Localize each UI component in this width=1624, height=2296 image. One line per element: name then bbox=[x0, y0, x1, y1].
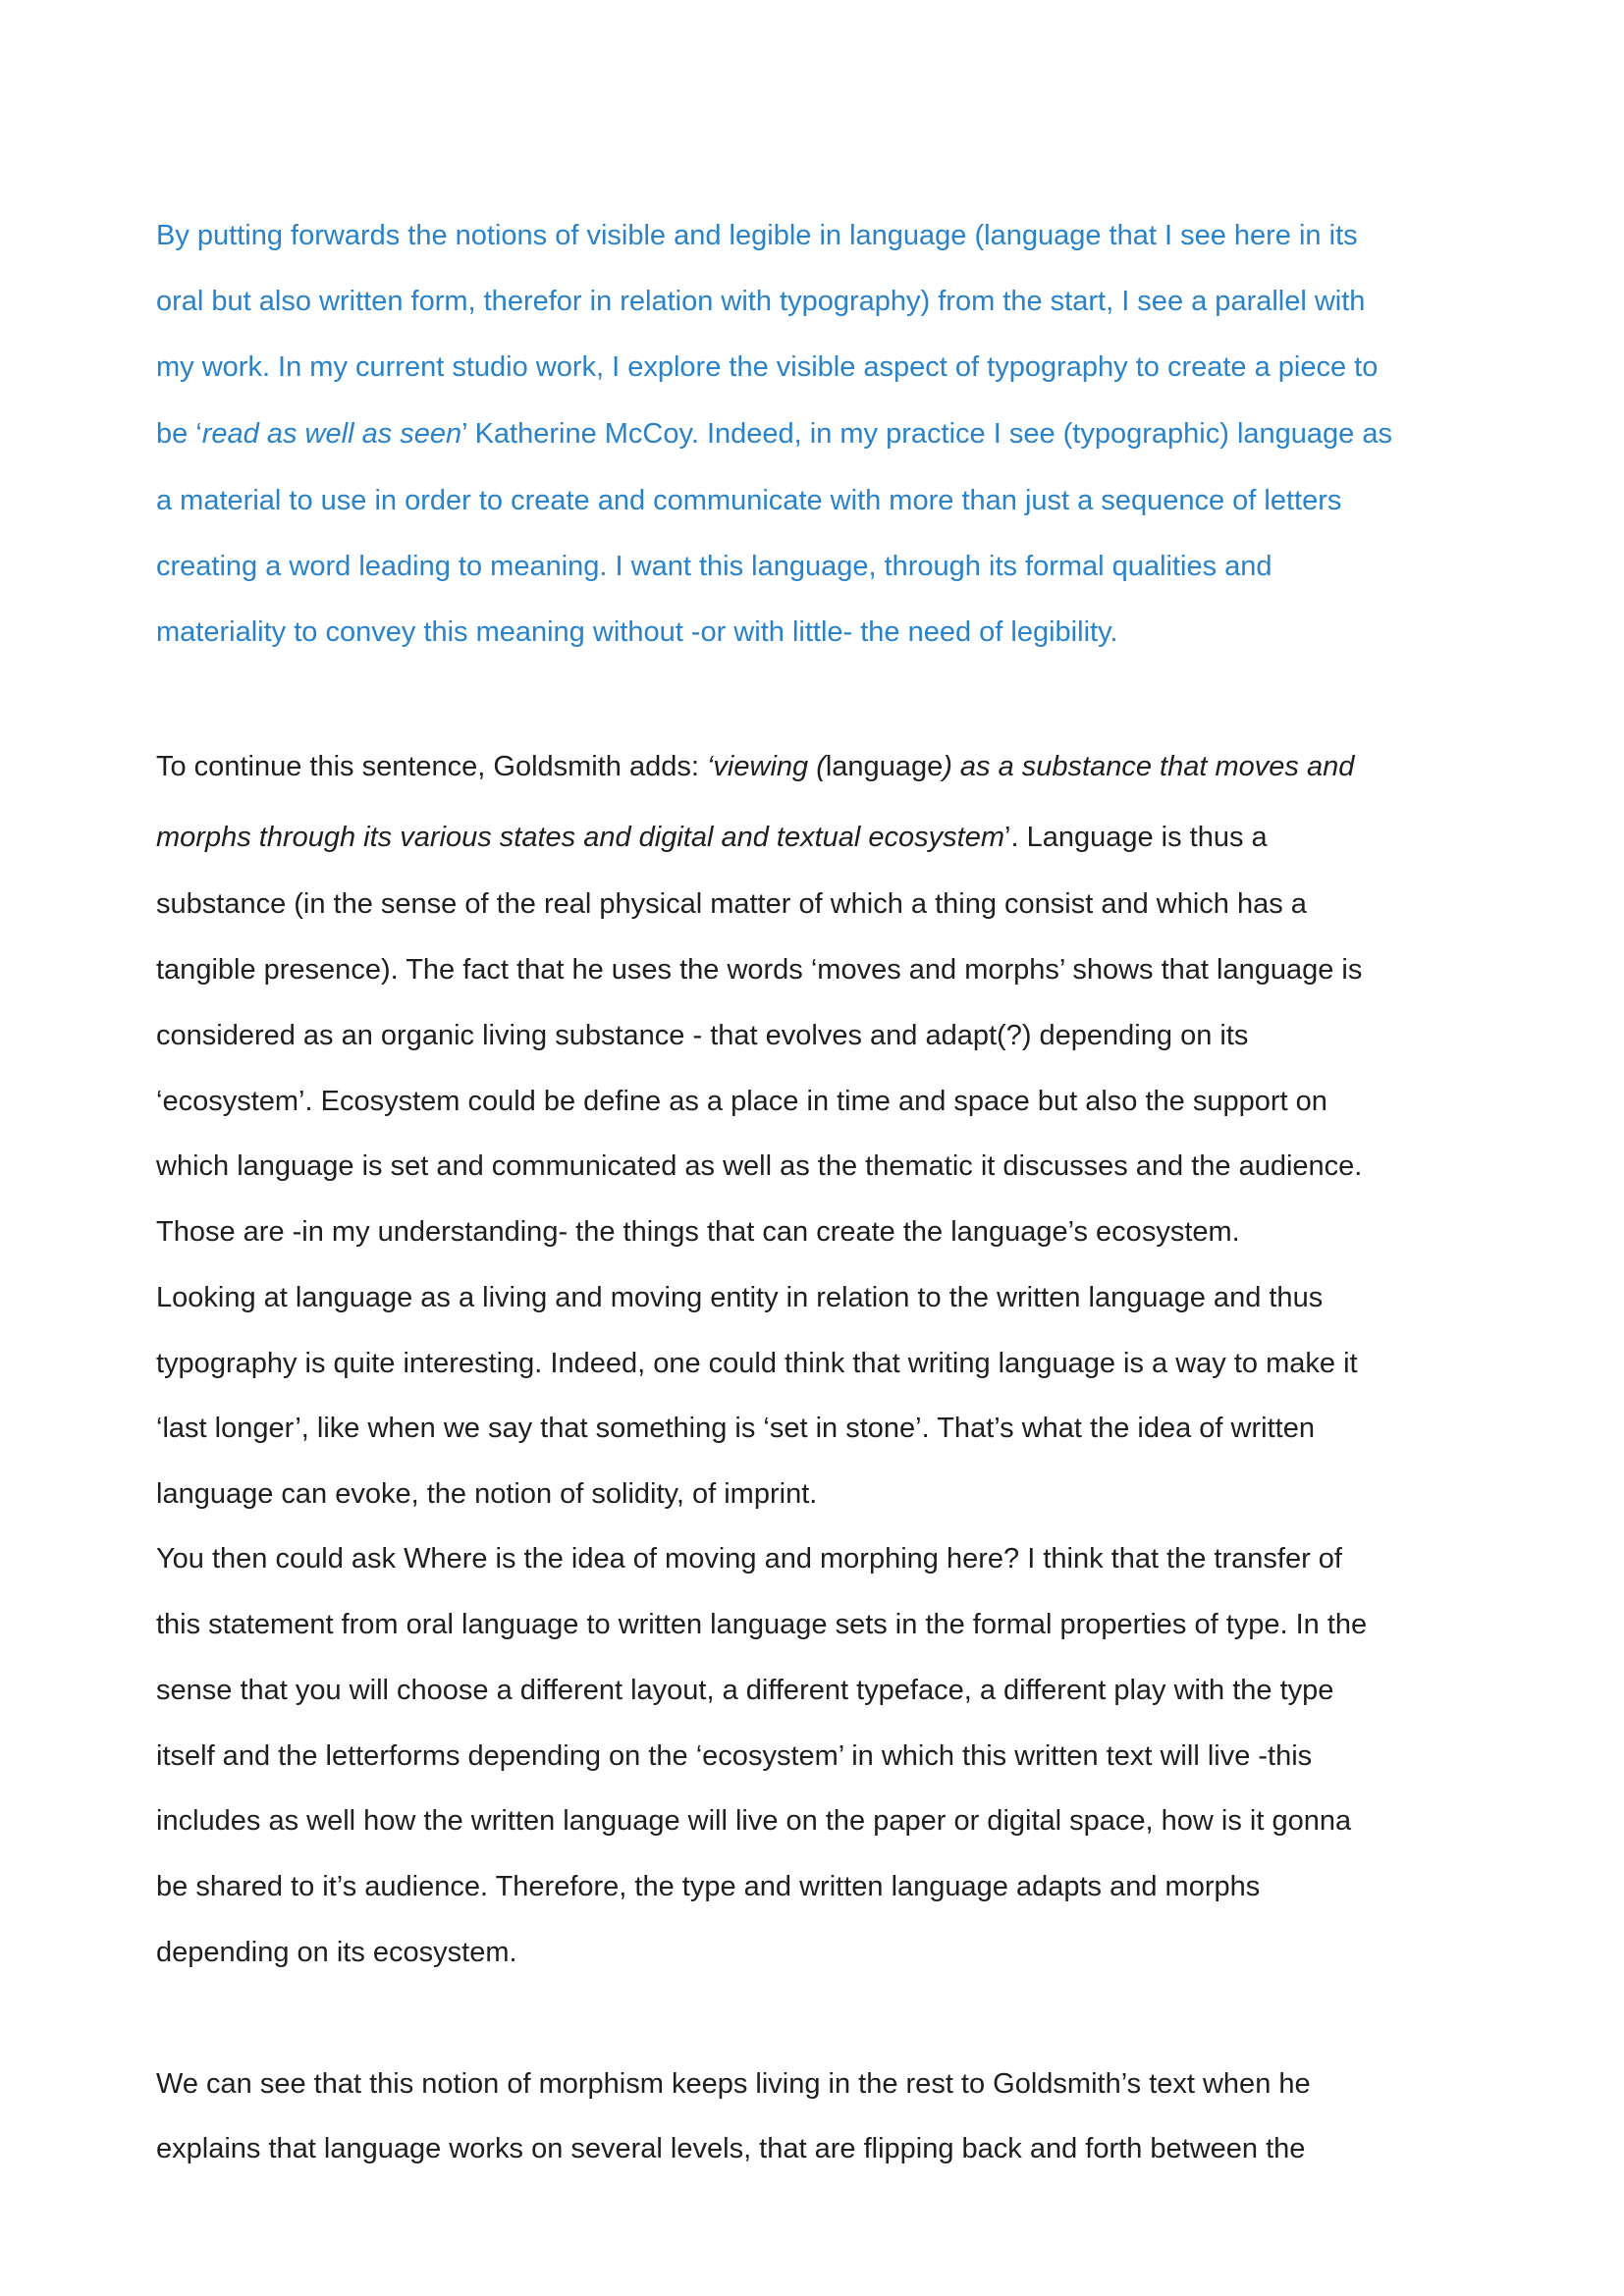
paragraph-2-line: itself and the letterforms depending on the ‘ecosystem’ in which this written text will live -this bbox=[156, 1740, 1313, 1772]
paragraph-2-line bbox=[156, 749, 1354, 784]
quote-text: ) as a substance that moves and bbox=[943, 751, 1355, 782]
paragraph-2-line: ‘ecosystem’. Ecosystem could be define as a place in time and space but also the support on bbox=[156, 1086, 1327, 1117]
paragraph-1-line bbox=[156, 416, 1392, 452]
paragraph-2-line: substance (in the sense of the real physical matter of which a thing consist and which has a bbox=[156, 888, 1307, 920]
paragraph-2-line: includes as well how the written language will live on the paper or digital space, how is it gonna bbox=[156, 1805, 1352, 1837]
paragraph-1-line: By putting forwards the notions of visible and legible in language (language that I see here in its bbox=[156, 220, 1358, 251]
paragraph-2-line: Those are -in my understanding- the things that can create the language’s ecosystem. bbox=[156, 1216, 1240, 1248]
paragraph-2-line: language can evoke, the notion of solidity, of imprint. bbox=[156, 1478, 818, 1510]
quote-text: morphs through its various states and digital and textual ecosystem bbox=[156, 822, 1005, 853]
paragraph-3-line: We can see that this notion of morphism keeps living in the rest to Goldsmith’s text when he bbox=[156, 2068, 1311, 2100]
paragraph-2-line: be shared to it’s audience. Therefore, the type and written language adapts and morphs bbox=[156, 1871, 1261, 1902]
paragraph-2-line: which language is set and communicated as well as the thematic it discusses and the audience. bbox=[156, 1150, 1363, 1182]
text-run: ’. Language is thus a bbox=[1004, 822, 1268, 853]
paragraph-2-line: tangible presence). The fact that he uses the words ‘moves and morphs’ shows that language is bbox=[156, 954, 1363, 986]
paragraph-3-line: explains that language works on several levels, that are flipping back and forth between the bbox=[156, 2133, 1306, 2164]
quote-text: ‘viewing ( bbox=[706, 751, 826, 782]
text-run: language bbox=[825, 751, 944, 782]
paragraph-1-line: my work. In my current studio work, I explore the visible aspect of typography to create a piece to bbox=[156, 351, 1379, 383]
quote-text: read as well as seen bbox=[201, 418, 462, 450]
paragraph-2-line: You then could ask Where is the idea of moving and morphing here? I think that the transfer of bbox=[156, 1543, 1342, 1575]
paragraph-2-line bbox=[156, 820, 1268, 855]
text-run: be ‘ bbox=[156, 418, 202, 450]
text-run: ’ Katherine McCoy. Indeed, in my practice I see (typographic) language as bbox=[461, 418, 1392, 450]
paragraph-1-line: a material to use in order to create and communicate with more than just a sequence of letters bbox=[156, 485, 1342, 516]
paragraph-2-line: ‘last longer’, like when we say that something is ‘set in stone’. That’s what the idea of written bbox=[156, 1413, 1315, 1444]
paragraph-2-line: sense that you will choose a different layout, a different typeface, a different play with the type bbox=[156, 1675, 1334, 1706]
paragraph-2-line: depending on its ecosystem. bbox=[156, 1937, 517, 1968]
paragraph-1-line: creating a word leading to meaning. I want this language, through its formal qualities and bbox=[156, 551, 1272, 582]
paragraph-2-line: Looking at language as a living and moving entity in relation to the written language and thus bbox=[156, 1282, 1324, 1313]
paragraph-2-line: considered as an organic living substance - that evolves and adapt(?) depending on its bbox=[156, 1020, 1249, 1051]
text-run: To continue this sentence, Goldsmith adds: bbox=[156, 751, 707, 782]
paragraph-1-line: oral but also written form, therefor in relation with typography) from the start, I see a parallel with bbox=[156, 286, 1366, 317]
paragraph-2-line: typography is quite interesting. Indeed, one could think that writing language is a way to make it bbox=[156, 1348, 1358, 1379]
paragraph-1-line: materiality to convey this meaning without -or with little- the need of legibility. bbox=[156, 616, 1118, 648]
paragraph-2-line: this statement from oral language to written language sets in the formal properties of type. In the bbox=[156, 1609, 1368, 1640]
